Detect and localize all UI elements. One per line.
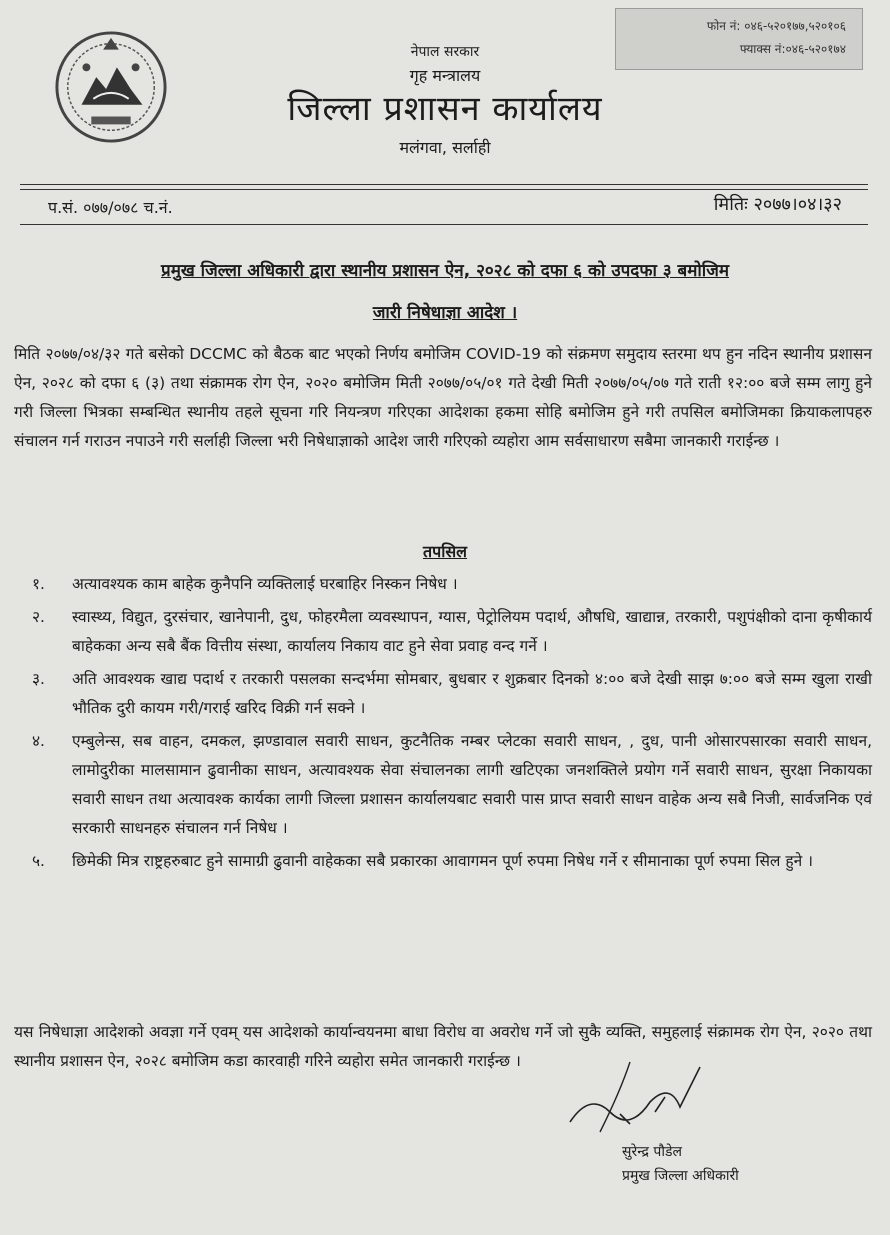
list-item <box>22 847 872 876</box>
item-number: ४. <box>32 732 45 750</box>
list-item <box>22 665 872 723</box>
reference-number: प.सं. ०७७/०७८ च.नं. <box>48 198 173 217</box>
signer-name: सुरेन्द्र पौडेल <box>622 1144 682 1160</box>
header-divider-top <box>20 184 868 185</box>
item-number: ५. <box>32 852 45 870</box>
fax-number: फ्याक्स नं:०४६-५२०१७४ <box>739 42 846 56</box>
tapasil-heading: तपसिल <box>422 542 468 561</box>
item-text: अत्यावश्यक काम बाहेक कुनैपनि व्यक्तिलाई घरबाहिर निस्कन निषेध । <box>72 575 458 593</box>
list-item <box>22 727 872 843</box>
item-text: छिमेकी मित्र राष्ट्रहरुबाट हुने सामाग्री ढुवानी वाहेकका सबै प्रकारका आवागमन पूर्ण रुपमा निषेध गर्ने र सीमानाका पूर्ण रुपमा सिल हुने । <box>72 852 813 870</box>
signature-icon <box>560 1052 720 1152</box>
office-location: मलंगवा, सर्लाही <box>399 138 491 157</box>
header-divider-bottom <box>20 189 868 190</box>
government-name: नेपाल सरकार <box>410 44 480 60</box>
intro-paragraph: मिति २०७७/०४/३२ गते बसेको DCCMC को बैठक बाट भएको निर्णय बमोजिम COVID-19 को संक्रमण समुदाय स्तरमा थप हुन नदिन स्थानीय प्रशासन ऐन, २०२८ को दफा ६ (३) तथा संक्रामक रोग ऐन, २०२० बमोजिम मिती २०७७/०५/०१ गते देखी मिती २०७७/०५/०७ गते राती १२:०० बजे सम्म लागु हुने गरी जिल्ला भित्रका सम्बन्धित स्थानीय तहले सूचना गरि नियन्त्रण गरिएका आदेशका हकमा सोहि बमोजिम हुने गरी तपसिल बमोजिमका क्रियाकलापहरु संचालन गर्न गराउन नपाउने गरी सर्लाही जिल्ला भरी निषेधाज्ञाको आदेश जारी गरिएको व्यहोरा आम सर्वसाधारण सबैमा जानकारी गराईन्छ । <box>14 345 872 450</box>
list-item <box>22 603 872 661</box>
order-list <box>22 570 872 880</box>
ministry-name: गृह मन्त्रालय <box>409 66 481 85</box>
item-text: अति आवश्यक खाद्य पदार्थ र तरकारी पसलका सन्दर्भमा सोमबार, बुधबार र शुक्रबार दिनको ४:०० बजे देखी साझ ७:०० बजे सम्म खुला राखी भौतिक दुरी कायम गरी/गराई खरिद विक्री गर्न सक्ने । <box>72 670 872 717</box>
signer-block <box>622 1140 739 1188</box>
document-date: मितिः २०७७।०४।३२ <box>713 194 842 215</box>
item-number: ३. <box>32 670 45 688</box>
office-name: जिल्ला प्रशासन कार्यालय <box>287 89 603 129</box>
list-item <box>22 570 872 599</box>
closing-paragraph: यस निषेधाज्ञा आदेशको अवज्ञा गर्ने एवम् यस आदेशको कार्यान्वयनमा बाधा विरोध वा अवरोध गर्ने जो सुकै व्यक्ति, समुहलाई संक्रामक रोग ऐन, २०२० तथा स्थानीय प्रशासन ऐन, २०२८ बमोजिम कडा कारवाही गरिने व्यहोरा समेत जानकारी गराईन्छ । <box>14 1023 872 1070</box>
item-text: एम्बुलेन्स, सब वाहन, दमकल, झण्डावाल सवारी साधन, कुटनैतिक नम्बर प्लेटका सवारी साधन, , दुध, पानी ओसारपसारका सवारी साधन, लामोदुरीका मालसामान ढुवानीका साधन, अत्यावश्यक सेवा संचालनका लागी खटिएका जनशक्तिले प्रयोग गर्ने सवारी साधन, सुरक्षा निकायका सवारी साधन तथा अत्यावश्क कार्यका लागी जिल्ला प्रशासन कार्यालयबाट सवारी पास प्राप्त सवारी साधन वाहेक अन्य सबै निजी, सार्वजनिक एवं सरकारी साधनहरु संचालन गर्न निषेध । <box>72 732 872 837</box>
notice-title-line1: प्रमुख जिल्ला अधिकारी द्वारा स्थानीय प्रशासन ऐन, २०२८ को दफा ६ को उपदफा ३ बमोजिम <box>161 261 729 281</box>
meta-divider <box>20 224 868 225</box>
item-number: २. <box>32 608 45 626</box>
signer-title: प्रमुख जिल्ला अधिकारी <box>622 1168 739 1184</box>
notice-title-line2: जारी निषेधाज्ञा आदेश । <box>372 303 518 323</box>
item-text: स्वास्थ्य, विद्युत, दुरसंचार, खानेपानी, दुध, फोहरमैला व्यवस्थापन, ग्यास, पेट्रोलियम पदार्थ, औषधि, खाद्यान्न, तरकारी, पशुपंक्षीको दाना कृषीकार्य बाहेकका अन्य सबै बैंक वित्तीय संस्था, कार्यालय निकाय वाट हुने सेवा प्रवाह वन्द गर्ने । <box>72 608 872 655</box>
phone-number: फोन नं: ०४६-५२०१७७,५२०१०६ <box>706 19 846 33</box>
item-number: १. <box>32 575 45 593</box>
